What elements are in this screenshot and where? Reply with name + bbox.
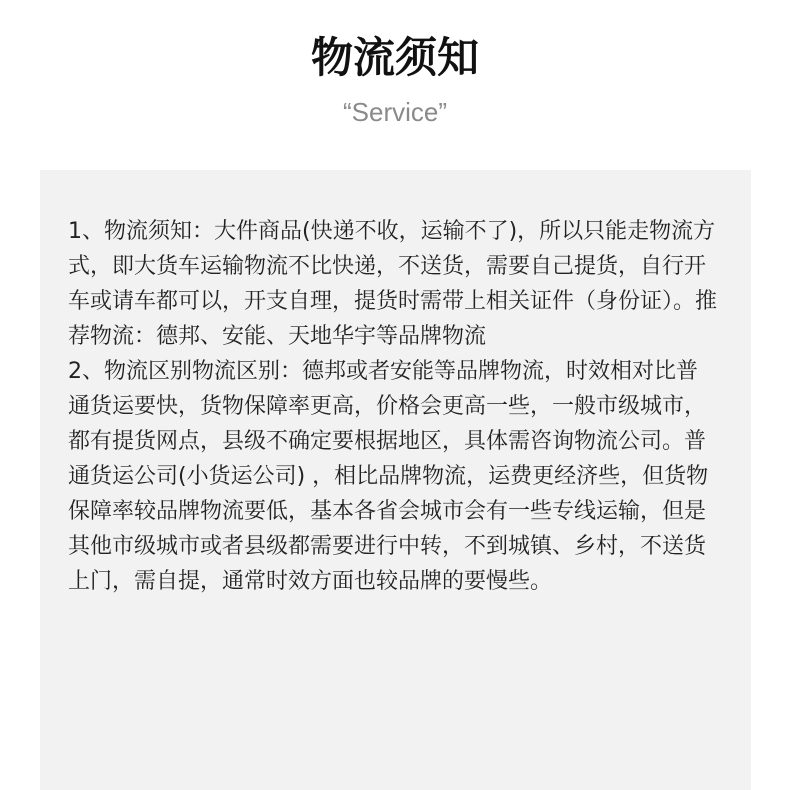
notice-paragraph-2: 2、物流区别物流区别：德邦或者安能等品牌物流，时效相对比普通货运要快，货物保障率更高，价格会更高一些，一般市级城市，都有提货网点，县级不确定要根据地区，具体需咨询物流公司。普通货运公司(小货运公司) ，相比品牌物流，运费更经济些，但货物保障率较品牌物流要低，基本各省会城市会有一些专线运输，但是其他市级城市或者县级都需要进行中转，不到城镇、乡村，不送货上门，需自提，通常时效方面也较品牌的要慢些。 xyxy=(68,359,709,594)
page-subtitle: “Service” xyxy=(342,97,447,127)
notice-paragraph-1: 1、物流须知：大件商品(快递不收，运输不了)，所以只能走物流方式，即大货车运输物流不比快递，不送货，需要自己提货，自行开车或请车都可以，开支自理，提货时需带上相关证件（身份证）。推荐物流：德邦、安能、天地华宇等品牌物流 xyxy=(68,219,718,349)
notice-panel xyxy=(40,170,751,790)
page-title: 物流须知 xyxy=(310,33,479,82)
notice-content xyxy=(68,214,718,599)
